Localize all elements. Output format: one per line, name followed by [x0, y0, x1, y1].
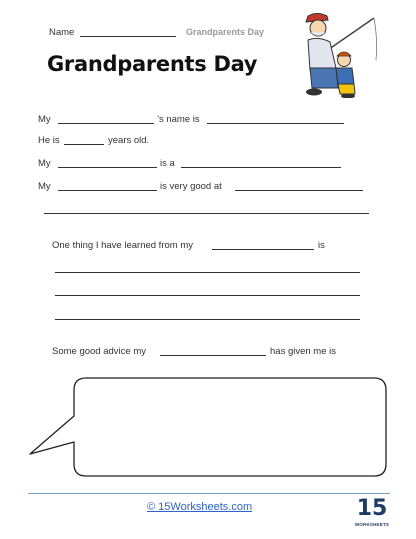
grandfather-fishing-illustration [300, 10, 380, 98]
blank-line[interactable] [181, 167, 341, 168]
logo-number: 15 [356, 496, 388, 521]
answer-line[interactable] [44, 213, 369, 214]
prompt-4-mid: is very good at [160, 181, 222, 192]
page-title: Grandparents Day [47, 52, 258, 76]
blank-line[interactable] [58, 190, 157, 191]
prompt-3-mid: is a [160, 158, 175, 169]
blank-line[interactable] [160, 355, 266, 356]
prompt-4-start: My [38, 181, 51, 192]
advice-prompt-start: Some good advice my [52, 346, 146, 357]
speech-bubble-answer-box[interactable] [20, 372, 392, 484]
blank-line[interactable] [212, 249, 314, 250]
learned-prompt-end: is [318, 240, 325, 251]
blank-line[interactable] [235, 190, 363, 191]
prompt-2-start: He is [38, 135, 60, 146]
answer-line[interactable] [55, 272, 360, 273]
advice-prompt-end: has given me is [270, 346, 337, 357]
footer-copyright-link[interactable]: © 15Worksheets.com [147, 501, 253, 513]
blank-line[interactable] [64, 144, 104, 145]
answer-line[interactable] [55, 295, 360, 296]
prompt-1-start: My [38, 114, 51, 125]
blank-line[interactable] [207, 123, 344, 124]
logo-word: WORKSHEETS [354, 522, 390, 527]
blank-line[interactable] [58, 123, 154, 124]
answer-line[interactable] [55, 319, 360, 320]
blank-line[interactable] [58, 167, 157, 168]
name-label: Name [49, 27, 75, 38]
prompt-3-start: My [38, 158, 51, 169]
name-field-line[interactable] [80, 36, 176, 37]
footer-divider [28, 493, 390, 494]
header-worksheet-title: Grandparents Day [186, 27, 265, 37]
footer-logo [354, 497, 390, 533]
learned-prompt-start: One thing I have learned from my [52, 240, 193, 251]
prompt-2-end: years old. [108, 135, 150, 146]
prompt-1-mid: ’s name is [157, 114, 200, 125]
